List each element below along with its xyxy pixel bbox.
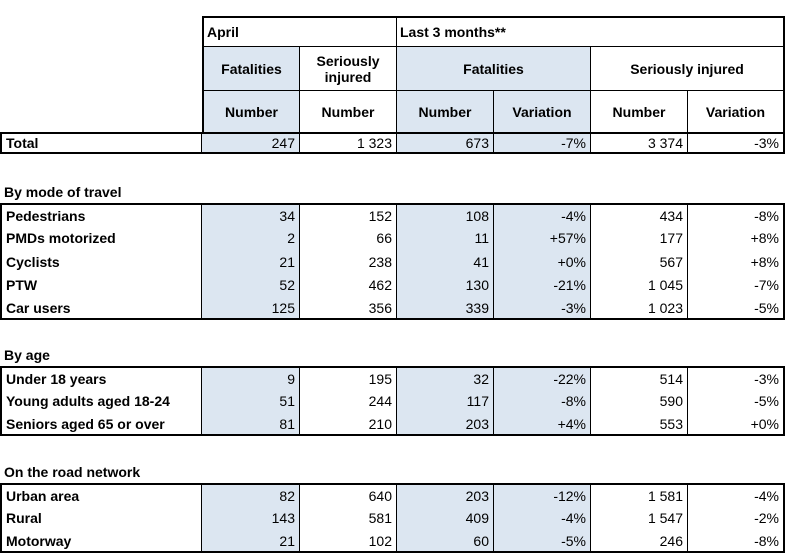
table-cell: -8% [688, 203, 785, 226]
table-cell: -5% [688, 389, 785, 413]
table-cell: 339 [397, 297, 494, 320]
table-cell: +0% [688, 413, 785, 436]
table-cell: 462 [300, 273, 397, 297]
table-cell: -3% [688, 132, 785, 154]
header-april: April [202, 16, 397, 47]
table-cell: 1 323 [300, 132, 397, 154]
row-label: PMDs motorized [0, 226, 202, 250]
table-cell: 581 [300, 506, 397, 530]
table-cell: 210 [300, 413, 397, 436]
table-cell: -7% [688, 273, 785, 297]
table-cell: 1 045 [591, 273, 688, 297]
table-cell: 2 [202, 226, 300, 250]
header-number-3: Number [397, 91, 494, 132]
table-cell: -4% [494, 506, 591, 530]
row-label: Pedestrians [0, 203, 202, 226]
row-label: Motorway [0, 530, 202, 553]
table-cell: 34 [202, 203, 300, 226]
table-cell: 640 [300, 483, 397, 506]
header-3m-fatalities: Fatalities [397, 47, 591, 91]
table-cell: 514 [591, 366, 688, 389]
table-cell: -5% [494, 530, 591, 553]
table-cell: 117 [397, 389, 494, 413]
table-cell: +0% [494, 250, 591, 273]
table-cell: 102 [300, 530, 397, 553]
table-cell: 81 [202, 413, 300, 436]
table-cell: 590 [591, 389, 688, 413]
table-cell: -2% [688, 506, 785, 530]
table-cell: 82 [202, 483, 300, 506]
table-cell: 1 547 [591, 506, 688, 530]
row-label: PTW [0, 273, 202, 297]
table-cell: 125 [202, 297, 300, 320]
table-cell: 195 [300, 366, 397, 389]
header-last-3-months: Last 3 months** [397, 16, 785, 47]
table-cell: -4% [494, 203, 591, 226]
table-cell: 143 [202, 506, 300, 530]
table-cell: -8% [688, 530, 785, 553]
table-cell: 21 [202, 250, 300, 273]
table-cell: +8% [688, 226, 785, 250]
table-cell: 203 [397, 413, 494, 436]
table-cell: 673 [397, 132, 494, 154]
section-title: On the road network [4, 464, 141, 480]
table-cell: +57% [494, 226, 591, 250]
row-label: Seniors aged 65 or over [0, 413, 202, 436]
table-cell: -3% [494, 297, 591, 320]
table-cell: 32 [397, 366, 494, 389]
table-cell: 66 [300, 226, 397, 250]
table-cell: -12% [494, 483, 591, 506]
table-cell: -3% [688, 366, 785, 389]
table-cell: 21 [202, 530, 300, 553]
table-cell: 1 023 [591, 297, 688, 320]
table-cell: 3 374 [591, 132, 688, 154]
row-label: Young adults aged 18-24 [0, 389, 202, 413]
header-variation-1: Variation [494, 91, 591, 132]
row-label: Rural [0, 506, 202, 530]
header-number-1: Number [202, 91, 300, 132]
table-cell: -7% [494, 132, 591, 154]
row-label: Total [0, 132, 202, 154]
table-cell: 567 [591, 250, 688, 273]
table-cell: 244 [300, 389, 397, 413]
table-cell: 152 [300, 203, 397, 226]
header-3m-seriously-injured: Seriously injured [591, 47, 785, 91]
header-april-fatalities: Fatalities [202, 47, 300, 91]
row-label: Car users [0, 297, 202, 320]
table-cell: -22% [494, 366, 591, 389]
header-april-seriously-injured: Seriously injured [300, 47, 397, 91]
table-cell: 434 [591, 203, 688, 226]
header-number-2: Number [300, 91, 397, 132]
row-label: Cyclists [0, 250, 202, 273]
table-cell: 203 [397, 483, 494, 506]
section-title: By age [4, 347, 50, 363]
table-cell: 1 581 [591, 483, 688, 506]
row-label: Urban area [0, 483, 202, 506]
table-cell: 108 [397, 203, 494, 226]
table-cell: 238 [300, 250, 397, 273]
table-cell: 553 [591, 413, 688, 436]
table-cell: 41 [397, 250, 494, 273]
table-cell: 177 [591, 226, 688, 250]
table-cell: -8% [494, 389, 591, 413]
table-cell: +4% [494, 413, 591, 436]
table-cell: -4% [688, 483, 785, 506]
row-label: Under 18 years [0, 366, 202, 389]
table-cell: 409 [397, 506, 494, 530]
header-variation-2: Variation [688, 91, 785, 132]
table-cell: +8% [688, 250, 785, 273]
section-title: By mode of travel [4, 184, 122, 200]
table-cell: 130 [397, 273, 494, 297]
header-number-4: Number [591, 91, 688, 132]
table-cell: -21% [494, 273, 591, 297]
table-cell: -5% [688, 297, 785, 320]
table-cell: 11 [397, 226, 494, 250]
table-cell: 356 [300, 297, 397, 320]
table-cell: 9 [202, 366, 300, 389]
table-cell: 52 [202, 273, 300, 297]
table-cell: 51 [202, 389, 300, 413]
table-cell: 60 [397, 530, 494, 553]
table-cell: 246 [591, 530, 688, 553]
table-cell: 247 [202, 132, 300, 154]
